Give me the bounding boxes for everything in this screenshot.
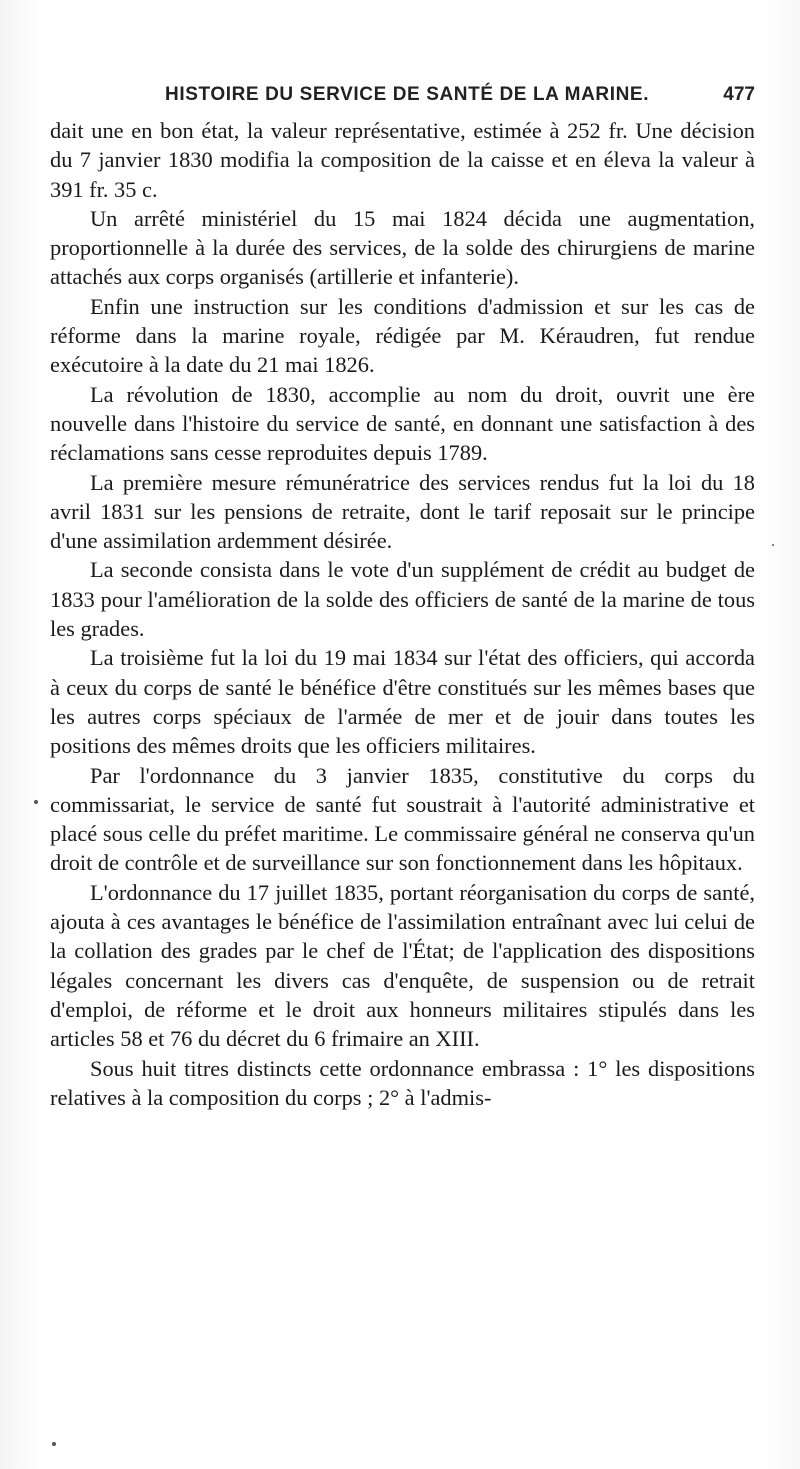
- page-header: [50, 80, 755, 110]
- paragraph: La révolution de 1830, accomplie au nom du droit, ouvrit une ère nouvelle dans l'histoire du service de santé, en donnant une satisfaction à des réclamations sans cesse reproduites depuis 1789.: [50, 381, 755, 466]
- paragraph: Enfin une instruction sur les conditions d'admission et sur les cas de réforme dans la marine royale, rédigée par M. Kéraudren, fut rendue exécutoire à la date du 21 mai 1826.: [50, 293, 755, 378]
- ink-speck: [772, 544, 774, 546]
- body-text: [50, 116, 755, 1112]
- ink-speck: [34, 800, 38, 804]
- paragraph: dait une en bon état, la valeur représentative, estimée à 252 fr. Une décision du 7 janvier 1830 modifia la composition de la caisse et en éleva la valeur à 391 fr. 35 c.: [50, 118, 755, 202]
- paragraph: La troisième fut la loi du 19 mai 1834 sur l'état des officiers, qui accorda à ceux du corps de santé le bénéfice d'être constitués sur les mêmes bases que les autres corps spéciaux de l'armée de mer et de jouir dans toutes les positions des mêmes droits que les officiers militaires.: [50, 645, 755, 759]
- page-number: 477: [723, 84, 755, 105]
- paragraph: Un arrêté ministériel du 15 mai 1824 décida une augmentation, proportionnelle à la durée des services, de la solde des chirurgiens de marine attachés aux corps organisés (artillerie et infanterie).: [50, 205, 755, 290]
- running-title: HISTOIRE DU SERVICE DE SANTÉ DE LA MARINE.: [165, 84, 650, 105]
- paragraph: Par l'ordonnance du 3 janvier 1835, constitutive du corps du commissariat, le service de santé fut soustrait à l'autorité administrative et placé sous celle du préfet maritime. Le commissaire général ne conserva qu'un droit de contrôle et de surveillance sur son fonctionnement dans les hôpitaux.: [50, 762, 755, 876]
- paragraph: La première mesure rémunératrice des services rendus fut la loi du 18 avril 1831 sur les pensions de retraite, dont le tarif reposait sur le principe d'une assimilation ardemment désirée.: [50, 469, 755, 554]
- paragraph: Sous huit titres distincts cette ordonnance embrassa : 1° les dispositions relatives à la composition du corps ; 2° à l'admis-: [50, 1055, 755, 1110]
- paragraph: La seconde consista dans le vote d'un supplément de crédit au budget de 1833 pour l'amélioration de la solde des officiers de santé de la marine de tous les grades.: [50, 557, 755, 642]
- paragraph: L'ordonnance du 17 juillet 1835, portant réorganisation du corps de santé, ajouta à ces avantages le bénéfice de l'assimilation entraînant avec lui celui de la collation des grades par le chef de l'État; de l'application des dispositions légales concernant les divers cas d'enquête, de suspension ou de retrait d'emploi, de réforme et le droit aux honneurs militaires stipulés dans les articles 58 et 76 du décret du 6 frimaire an XIII.: [50, 879, 755, 1052]
- ink-speck: [52, 1442, 56, 1446]
